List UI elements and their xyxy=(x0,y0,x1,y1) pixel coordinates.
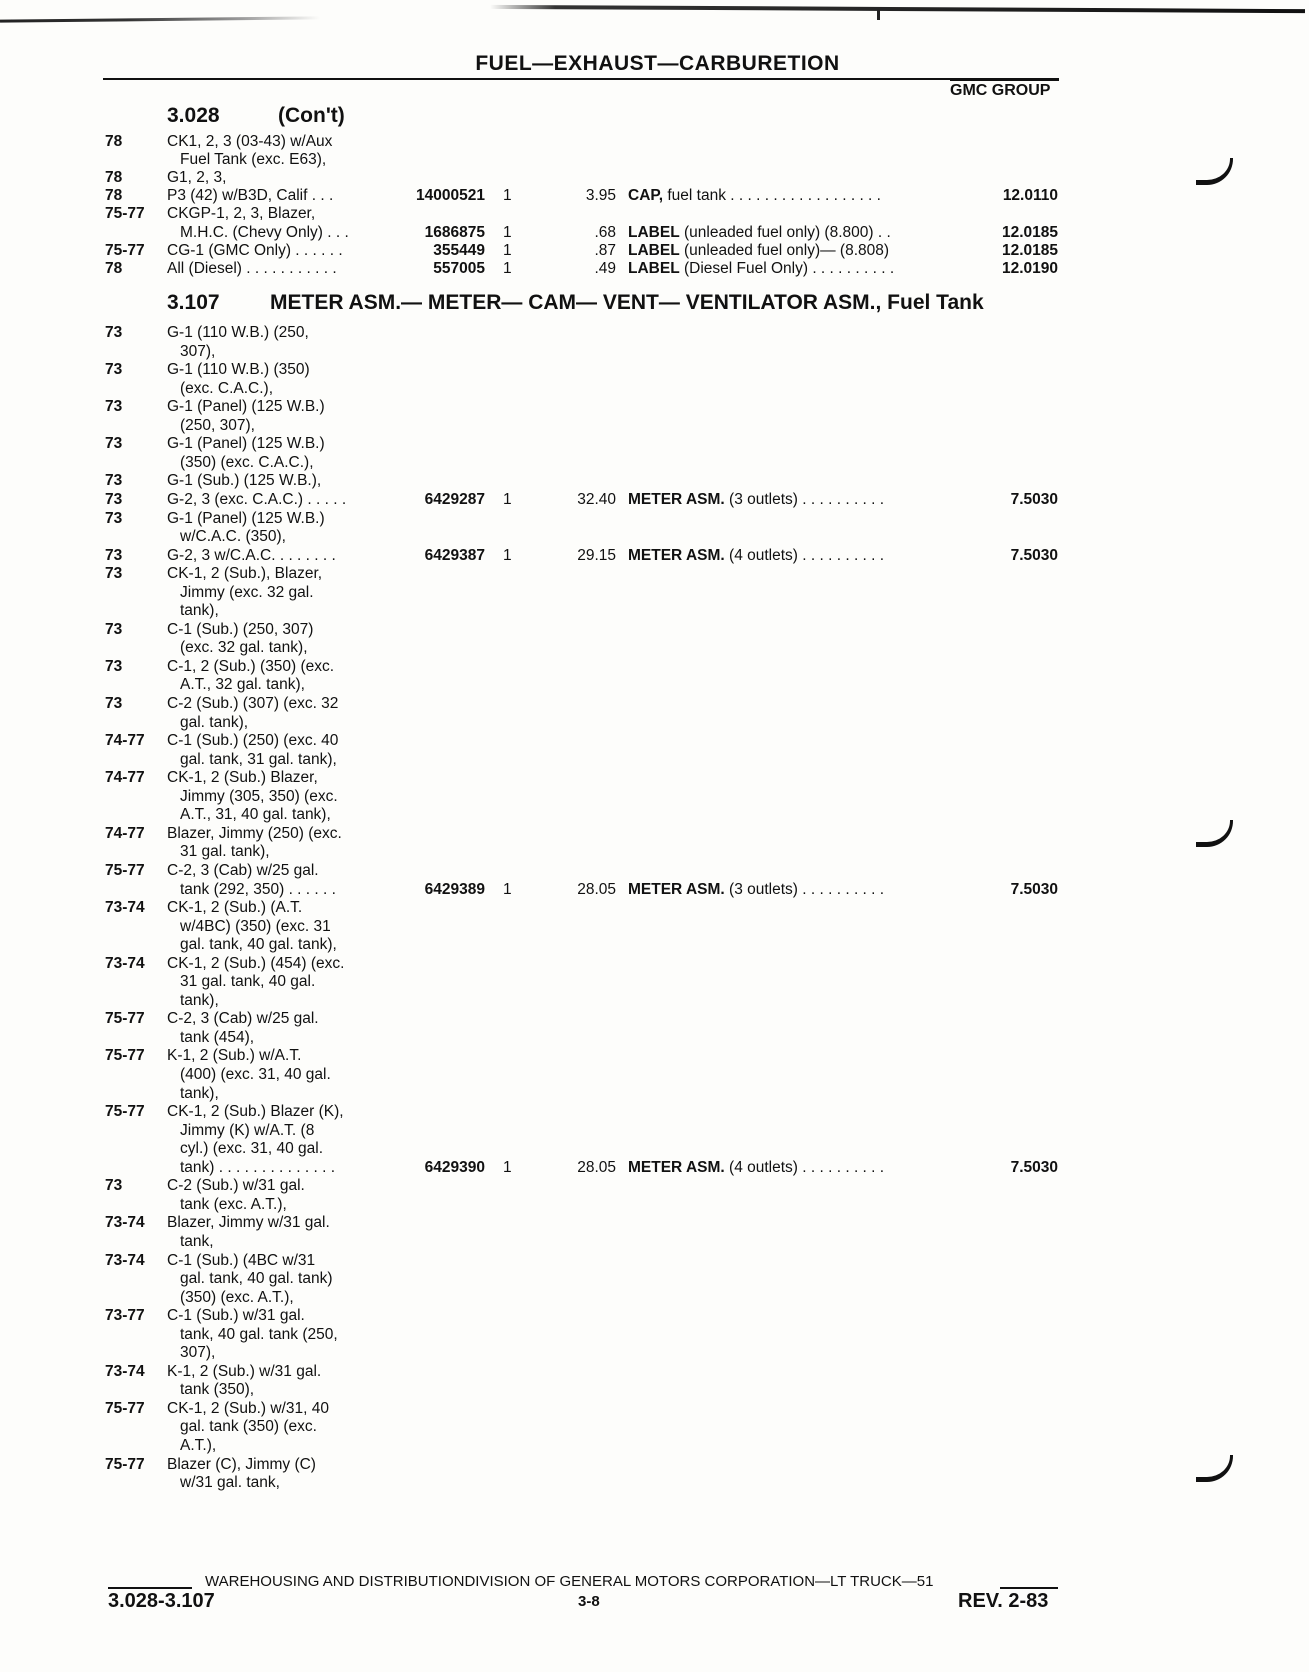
table-row xyxy=(0,1213,1309,1233)
table-row xyxy=(0,168,1309,188)
price: .68 xyxy=(594,223,616,241)
table-row xyxy=(0,360,1309,380)
part-number: 355449 xyxy=(433,241,485,259)
section-number: 3.107 xyxy=(167,291,220,314)
application: 307), xyxy=(180,1344,216,1362)
description-text: (3 outlets) . . . . . . . . . . xyxy=(724,490,885,508)
table-row xyxy=(0,805,1309,825)
application: 307), xyxy=(180,342,216,360)
model-year: 73 xyxy=(105,398,123,416)
model-year: 73 xyxy=(105,435,123,453)
application: C-2, 3 (Cab) w/25 gal. xyxy=(167,1010,319,1028)
table-row xyxy=(0,1362,1309,1382)
table-row xyxy=(0,1065,1309,1085)
application: C-2 (Sub.) (307) (exc. 32 xyxy=(167,695,339,712)
description-text: (unleaded fuel only) (8.800) . . xyxy=(679,223,891,241)
table-row xyxy=(0,1306,1309,1326)
model-year: 73 xyxy=(105,565,123,583)
model-year: 75-77 xyxy=(105,205,145,223)
application: (350) (exc. A.T.), xyxy=(180,1288,294,1306)
description-keyword: METER ASM. xyxy=(628,490,725,508)
application: G-1 (110 W.B.) (350) xyxy=(167,361,310,379)
application: G-1 (Panel) (125 W.B.) xyxy=(167,398,325,416)
table-row xyxy=(0,490,1309,510)
description-keyword: LABEL xyxy=(628,259,680,277)
model-year: 73-74 xyxy=(105,1362,145,1380)
application: G-2, 3 (exc. C.A.C.) . . . . . xyxy=(167,490,347,508)
table-row xyxy=(0,1232,1309,1252)
application: tank, xyxy=(180,1232,214,1250)
table-row xyxy=(0,675,1309,695)
quantity: 1 xyxy=(503,490,512,508)
section-title: (Con't) xyxy=(278,104,345,127)
table-row xyxy=(0,842,1309,862)
description xyxy=(628,546,884,565)
application: w/C.A.C. (350), xyxy=(180,528,286,546)
table-row xyxy=(0,972,1309,992)
group-number: 7.5030 xyxy=(1010,1158,1058,1176)
part-number: 1686875 xyxy=(424,223,485,241)
application: P3 (42) w/B3D, Calif . . . xyxy=(167,187,334,205)
description xyxy=(628,186,881,205)
application: G1, 2, 3, xyxy=(167,169,227,187)
application: Jimmy (exc. 32 gal. xyxy=(180,583,314,601)
table-row xyxy=(0,861,1309,881)
application: (exc. C.A.C.), xyxy=(180,379,274,397)
table-row xyxy=(0,917,1309,937)
application: 31 gal. tank, 40 gal. xyxy=(180,973,316,991)
table-row xyxy=(0,1436,1309,1456)
model-year: 78 xyxy=(105,187,123,205)
description-text: (3 outlets) . . . . . . . . . . xyxy=(724,880,885,898)
group-number: 7.5030 xyxy=(1010,880,1058,898)
table-row xyxy=(0,1325,1309,1345)
footer-rule xyxy=(108,1587,192,1589)
table-row xyxy=(0,1195,1309,1215)
part-number: 14000521 xyxy=(416,187,485,205)
scan-edge-left xyxy=(0,16,320,22)
application: C-1 (Sub.) (250) (exc. 40 xyxy=(167,732,339,750)
description-text: (Diesel Fuel Only) . . . . . . . . . . xyxy=(679,259,895,277)
model-year: 73 xyxy=(105,509,123,527)
table-row xyxy=(0,880,1309,900)
table-row xyxy=(0,750,1309,770)
application: K-1, 2 (Sub.) w/31 gal. xyxy=(167,1362,322,1380)
model-year: 74-77 xyxy=(105,732,145,750)
application: CG-1 (GMC Only) . . . . . . xyxy=(167,241,343,259)
table-row xyxy=(0,1121,1309,1141)
application: G-1 (Panel) (125 W.B.) xyxy=(167,435,325,453)
model-year: 73-74 xyxy=(105,1214,145,1232)
table-row xyxy=(0,1158,1309,1178)
description xyxy=(628,241,889,260)
description-keyword: METER ASM. xyxy=(628,880,725,898)
group-number: 12.0185 xyxy=(1001,241,1058,259)
table-row xyxy=(0,824,1309,844)
table-row xyxy=(0,620,1309,640)
table-row xyxy=(0,694,1309,714)
application: gal. tank (350) (exc. xyxy=(180,1418,317,1436)
quantity: 1 xyxy=(503,880,512,898)
model-year: 75-77 xyxy=(105,1010,145,1028)
application: C-2, 3 (Cab) w/25 gal. xyxy=(167,861,319,879)
application: C-1 (Sub.) (4BC w/31 xyxy=(167,1251,316,1269)
model-year: 73 xyxy=(105,324,123,341)
table-row xyxy=(0,1455,1309,1475)
application: gal. tank, 40 gal. tank) xyxy=(180,1270,333,1288)
application: G-1 (Sub.) (125 W.B.), xyxy=(167,472,322,490)
table-row xyxy=(0,471,1309,491)
table-row xyxy=(0,657,1309,677)
table-row xyxy=(0,1139,1309,1159)
model-year: 73 xyxy=(105,546,123,564)
application: Blazer, Jimmy w/31 gal. xyxy=(167,1214,330,1232)
part-number: 6429287 xyxy=(424,490,485,508)
table-row xyxy=(0,768,1309,788)
part-number: 6429389 xyxy=(424,880,485,898)
price: .87 xyxy=(594,241,616,259)
model-year: 73 xyxy=(105,472,123,490)
model-year: 75-77 xyxy=(105,241,145,259)
description-text: (4 outlets) . . . . . . . . . . xyxy=(724,546,885,564)
application: Jimmy (K) w/A.T. (8 xyxy=(180,1121,315,1139)
footer-revision: REV. 2-83 xyxy=(958,1590,1049,1612)
application: (350) (exc. C.A.C.), xyxy=(180,453,314,471)
application: tank (350), xyxy=(180,1381,255,1399)
application: tank), xyxy=(180,1084,219,1102)
table-row xyxy=(0,379,1309,399)
group-number: 7.5030 xyxy=(1010,546,1058,564)
application: CK-1, 2 (Sub.) (A.T. xyxy=(167,899,303,917)
table-row xyxy=(0,713,1309,733)
model-year: 73 xyxy=(105,490,123,508)
description xyxy=(628,490,884,509)
table-row xyxy=(0,1417,1309,1437)
model-year: 73 xyxy=(105,361,123,379)
application: gal. tank, 40 gal. tank), xyxy=(180,936,337,954)
application: (exc. 32 gal. tank), xyxy=(180,639,308,657)
description-text: fuel tank . . . . . . . . . . . . . . . . . . xyxy=(663,187,881,205)
footer-section-range: 3.028-3.107 xyxy=(108,1590,215,1612)
application: G-2, 3 w/C.A.C. . . . . . . . xyxy=(167,546,336,564)
model-year: 73 xyxy=(105,620,123,638)
application: G-1 (Panel) (125 W.B.) xyxy=(167,509,325,527)
application: Fuel Tank (exc. E63), xyxy=(180,151,327,169)
model-year: 73 xyxy=(105,695,123,712)
price: 28.05 xyxy=(577,1158,616,1176)
part-number: 557005 xyxy=(433,259,485,277)
application: CK-1, 2 (Sub.) (454) (exc. xyxy=(167,954,345,972)
quantity: 1 xyxy=(503,241,512,259)
table-row xyxy=(0,132,1309,152)
application: Jimmy (305, 350) (exc. xyxy=(180,787,338,805)
application: C-1, 2 (Sub.) (350) (exc. xyxy=(167,657,335,675)
application: Blazer, Jimmy (250) (exc. xyxy=(167,824,342,842)
section-title: METER ASM.— METER— CAM— VENT— VENTILATOR ASM., Fuel Tank xyxy=(270,291,984,314)
footer-rule xyxy=(1000,1587,1058,1589)
application: (250, 307), xyxy=(180,416,255,434)
page-title: FUEL—EXHAUST—CARBURETION xyxy=(475,52,840,75)
footer-text: WAREHOUSING AND DISTRIBUTIONDIVISION OF GENERAL MOTORS CORPORATION—LT TRUCK—51 xyxy=(205,1573,934,1590)
application: tank) . . . . . . . . . . . . . . xyxy=(180,1158,336,1176)
application: C-2 (Sub.) w/31 gal. xyxy=(167,1177,305,1195)
table-row xyxy=(0,935,1309,955)
application: All (Diesel) . . . . . . . . . . . xyxy=(167,259,337,277)
model-year: 78 xyxy=(105,169,123,187)
application: 31 gal. tank), xyxy=(180,843,270,861)
table-row xyxy=(0,323,1309,343)
table-row xyxy=(0,1102,1309,1122)
table-row xyxy=(0,1028,1309,1048)
model-year: 73-74 xyxy=(105,954,145,972)
table-row xyxy=(0,527,1309,547)
table-row xyxy=(0,1084,1309,1104)
model-year: 73 xyxy=(105,1177,123,1195)
table-row xyxy=(0,638,1309,658)
application: tank (exc. A.T.), xyxy=(180,1195,287,1213)
model-year: 74-77 xyxy=(105,769,145,787)
table-row xyxy=(0,416,1309,436)
table-row xyxy=(0,186,1309,206)
table-row xyxy=(0,787,1309,807)
table-row xyxy=(0,1251,1309,1271)
application: tank), xyxy=(180,991,219,1009)
group-column-label: GMC GROUP xyxy=(950,82,1051,99)
application: A.T., 31, 40 gal. tank), xyxy=(180,806,331,824)
group-number: 12.0190 xyxy=(1001,259,1058,277)
section-number: 3.028 xyxy=(167,104,220,127)
table-row xyxy=(0,150,1309,170)
quantity: 1 xyxy=(503,1158,512,1176)
table-row xyxy=(0,583,1309,603)
table-row xyxy=(0,731,1309,751)
price: .49 xyxy=(594,259,616,277)
group-number: 12.0185 xyxy=(1001,223,1058,241)
application: gal. tank), xyxy=(180,713,249,731)
price: 29.15 xyxy=(577,546,616,564)
price: 3.95 xyxy=(585,187,616,205)
model-year: 78 xyxy=(105,259,123,277)
application: CK-1, 2 (Sub.) w/31, 40 xyxy=(167,1399,329,1417)
application: gal. tank, 31 gal. tank), xyxy=(180,750,337,768)
table-row xyxy=(0,991,1309,1011)
application: w/31 gal. tank, xyxy=(180,1474,280,1492)
application: C-1 (Sub.) w/31 gal. xyxy=(167,1307,305,1325)
group-rule xyxy=(950,79,1059,81)
description xyxy=(628,223,891,242)
application: K-1, 2 (Sub.) w/A.T. xyxy=(167,1047,302,1065)
table-row xyxy=(0,1473,1309,1493)
table-row xyxy=(0,1380,1309,1400)
title-rule xyxy=(103,78,1059,80)
footer-page-number: 3-8 xyxy=(578,1593,600,1610)
price: 32.40 xyxy=(577,490,616,508)
application: A.T.), xyxy=(180,1437,217,1454)
group-number: 7.5030 xyxy=(1010,490,1058,508)
description-text: (4 outlets) . . . . . . . . . . xyxy=(724,1158,885,1176)
table-row xyxy=(0,223,1309,243)
table-row xyxy=(0,509,1309,529)
application: cyl.) (exc. 31, 40 gal. xyxy=(180,1140,324,1158)
description-text: (unleaded fuel only)— (8.808) xyxy=(679,241,890,259)
table-row xyxy=(0,204,1309,224)
model-year: 75-77 xyxy=(105,1047,145,1065)
table-row xyxy=(0,601,1309,621)
model-year: 75-77 xyxy=(105,1399,145,1417)
table-row xyxy=(0,1288,1309,1308)
application: G-1 (110 W.B.) (250, xyxy=(167,324,309,341)
description xyxy=(628,880,884,899)
quantity: 1 xyxy=(503,546,512,564)
group-number: 12.0110 xyxy=(1002,187,1058,205)
application: CK-1, 2 (Sub.) Blazer (K), xyxy=(167,1103,344,1121)
description-keyword: METER ASM. xyxy=(628,546,725,564)
description xyxy=(628,1158,884,1177)
table-row xyxy=(0,1046,1309,1066)
table-row xyxy=(0,342,1309,362)
part-number: 6429387 xyxy=(424,546,485,564)
table-row xyxy=(0,1269,1309,1289)
application: C-1 (Sub.) (250, 307) xyxy=(167,620,314,638)
model-year: 75-77 xyxy=(105,1103,145,1121)
table-row xyxy=(0,1343,1309,1363)
model-year: 73 xyxy=(105,657,123,675)
application: M.H.C. (Chevy Only) . . . xyxy=(180,223,349,241)
description-keyword: METER ASM. xyxy=(628,1158,725,1176)
model-year: 73-74 xyxy=(105,899,145,917)
model-year: 75-77 xyxy=(105,861,145,879)
model-year: 75-77 xyxy=(105,1455,145,1473)
application: w/4BC) (350) (exc. 31 xyxy=(180,917,331,935)
application: A.T., 32 gal. tank), xyxy=(180,676,305,694)
scan-edge-right xyxy=(490,5,1305,13)
table-row xyxy=(0,1176,1309,1196)
scan-tick xyxy=(877,9,880,20)
application: tank (292, 350) . . . . . . xyxy=(180,880,336,898)
description xyxy=(628,259,894,278)
table-row xyxy=(0,397,1309,417)
table-row xyxy=(0,259,1309,279)
quantity: 1 xyxy=(503,187,512,205)
table-row xyxy=(0,1009,1309,1029)
description-keyword: CAP, xyxy=(628,187,664,205)
table-row xyxy=(0,564,1309,584)
table-row xyxy=(0,898,1309,918)
model-year: 73-74 xyxy=(105,1251,145,1269)
price: 28.05 xyxy=(577,880,616,898)
table-row xyxy=(0,954,1309,974)
application: CK1, 2, 3 (03-43) w/Aux xyxy=(167,133,333,150)
part-number: 6429390 xyxy=(424,1158,485,1176)
table-row xyxy=(0,453,1309,473)
application: tank, 40 gal. tank (250, xyxy=(180,1325,338,1343)
quantity: 1 xyxy=(503,223,512,241)
application: tank (454), xyxy=(180,1028,255,1046)
application: (400) (exc. 31, 40 gal. xyxy=(180,1066,331,1083)
application: CK-1, 2 (Sub.) Blazer, xyxy=(167,769,318,787)
quantity: 1 xyxy=(503,259,512,277)
model-year: 74-77 xyxy=(105,824,145,842)
model-year: 78 xyxy=(105,133,123,150)
model-year: 73-77 xyxy=(105,1307,145,1325)
application: tank), xyxy=(180,602,219,620)
application: CKGP-1, 2, 3, Blazer, xyxy=(167,205,316,223)
description-keyword: LABEL xyxy=(628,241,680,259)
application: CK-1, 2 (Sub.), Blazer, xyxy=(167,565,323,583)
table-row xyxy=(0,546,1309,566)
table-row xyxy=(0,434,1309,454)
application: Blazer (C), Jimmy (C) xyxy=(167,1455,316,1473)
table-row xyxy=(0,1399,1309,1419)
table-row xyxy=(0,241,1309,261)
description-keyword: LABEL xyxy=(628,223,680,241)
